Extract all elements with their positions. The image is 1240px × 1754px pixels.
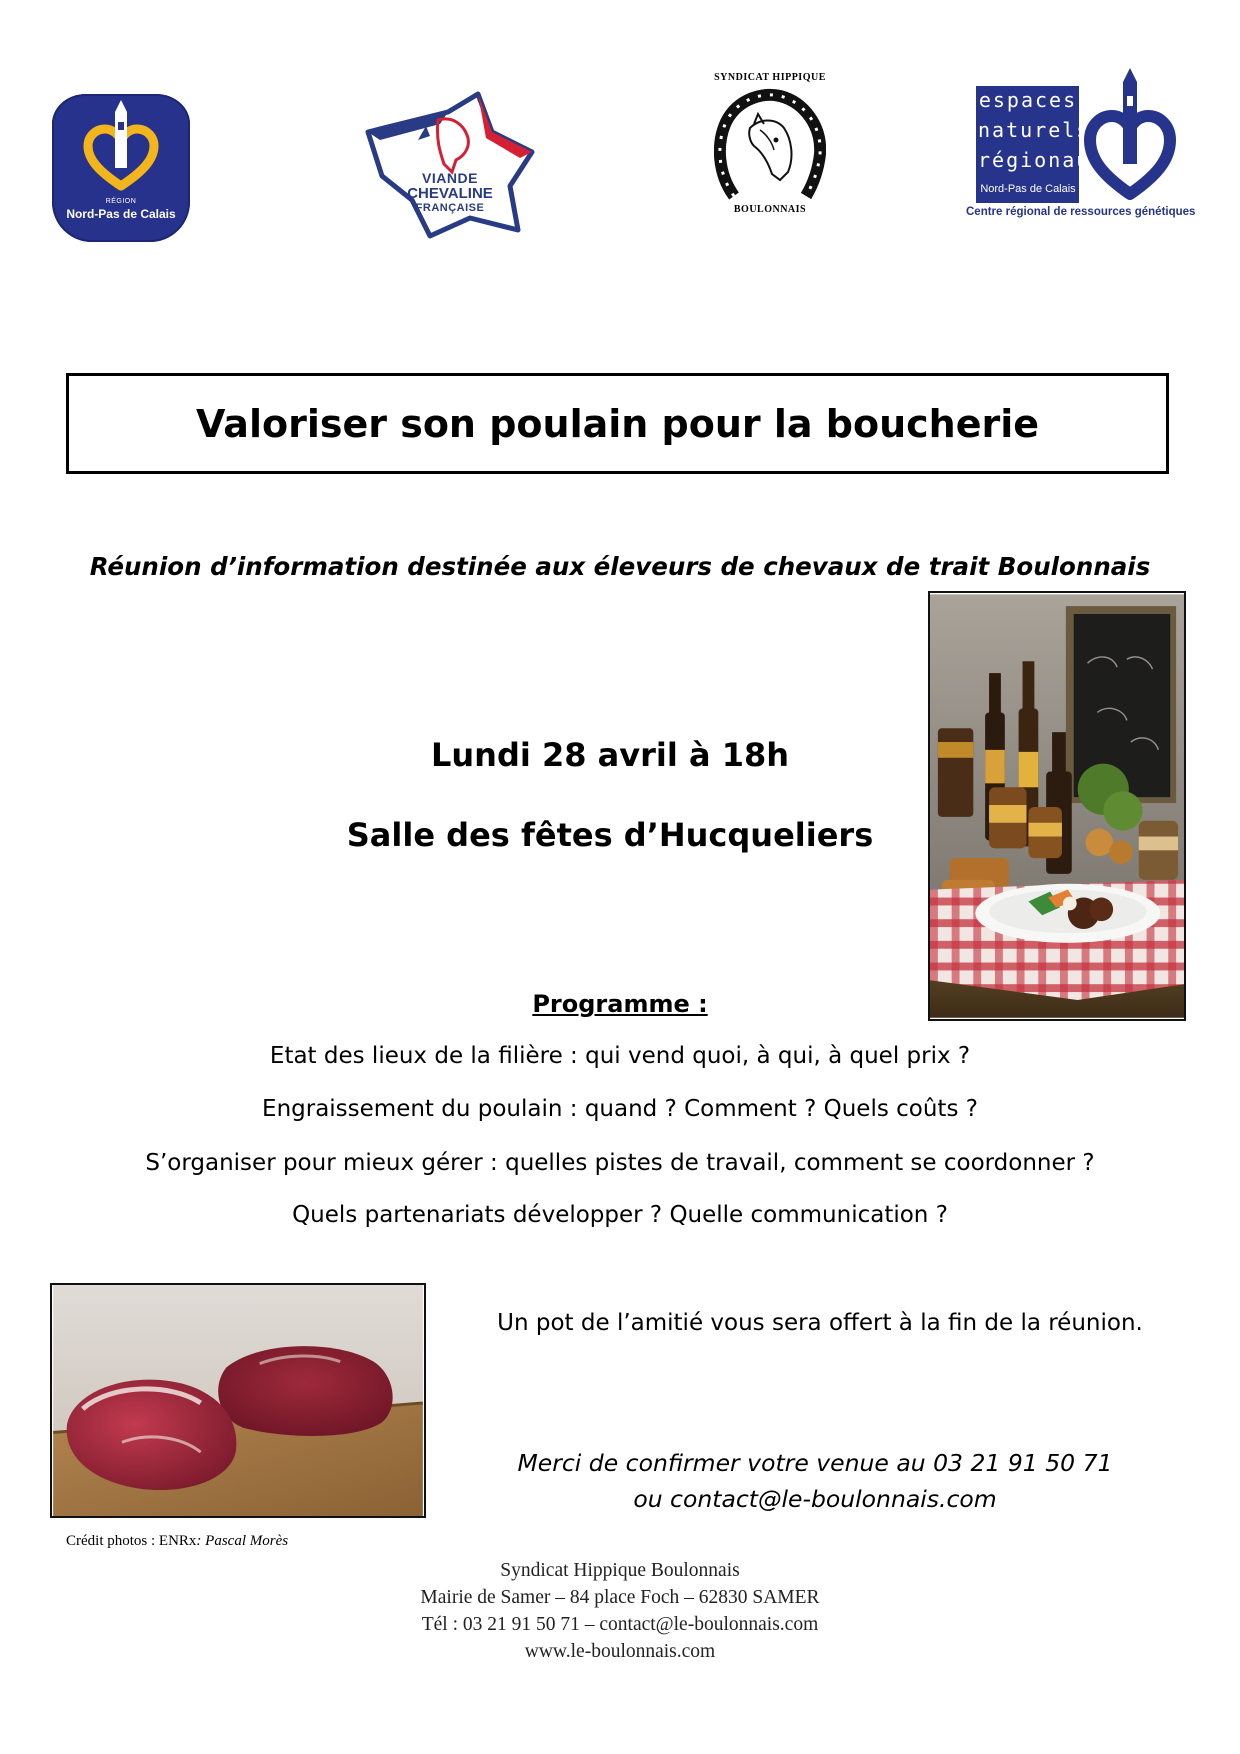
region-name-label: Nord-Pas de Calais [66,207,176,221]
page-title: Valoriser son poulain pour la boucherie [195,401,1040,446]
syndicat-logo-bottom-text: BOULONNAIS [733,204,807,215]
horseshoe-horse-icon [714,88,826,202]
footer-contact: Tél : 03 21 91 50 71 – contact@le-boulonnais.com [421,1614,819,1635]
region-small-label: RÉGION [105,198,137,205]
syndicat-logo-top-text: SYNDICAT HIPPIQUE [714,72,826,83]
programme-item: S’organiser pour mieux gérer : quelles pistes de travail, comment se coordonner ? [145,1150,1095,1176]
viande-chevaline-logo [360,90,540,240]
viande-label: VIANDE [422,170,478,186]
confirm-phone: Merci de confirmer votre venue au 03 21 91 50 71 [517,1449,1113,1477]
enr-heart-belfry-icon [1084,68,1176,208]
francaise-label: FRANÇAISE [415,202,485,214]
enr-caption: Centre régional de ressources génétiques [966,206,1196,218]
region-nord-pas-de-calais-logo [52,94,190,242]
enr-word-regionaux: régionaux [978,148,1105,172]
programme-item: Quels partenariats développer ? Quelle communication ? [292,1202,948,1228]
event-place: Salle des fêtes d’Hucqueliers [346,816,874,854]
footer-address: Mairie de Samer – 84 place Foch – 62830 SAMER [420,1587,820,1608]
subtitle: Réunion d’information destinée aux éleveurs de chevaux de trait Boulonnais [89,552,1151,581]
raw-meat-photo [50,1283,426,1518]
photo-credit [66,1533,288,1550]
pot-amitie-text: Un pot de l’amitié vous sera offert à la fin de la réunion. [497,1310,1143,1336]
photo-credit-author: : Pascal Morès [196,1533,289,1549]
footer-website: www.le-boulonnais.com [524,1641,716,1662]
enr-region-label: Nord-Pas de Calais [980,183,1076,195]
enr-word-naturels: naturels [978,118,1091,142]
footer-org: Syndicat Hippique Boulonnais [500,1560,740,1581]
event-date: Lundi 28 avril à 18h [431,736,789,774]
photo-credit-prefix: Crédit photos : ENRx [66,1533,197,1549]
chalkboard-food-photo [928,591,1186,1021]
programme-item: Engraissement du poulain : quand ? Comment ? Quels coûts ? [262,1096,978,1122]
chevaline-label: CHEVALINE [407,185,493,202]
confirm-email: ou contact@le-boulonnais.com [633,1485,997,1513]
enr-word-espaces: espaces [978,88,1078,112]
programme-item: Etat des lieux de la filière : qui vend quoi, à qui, à quel prix ? [269,1043,971,1069]
programme-title: Programme : [532,990,708,1018]
